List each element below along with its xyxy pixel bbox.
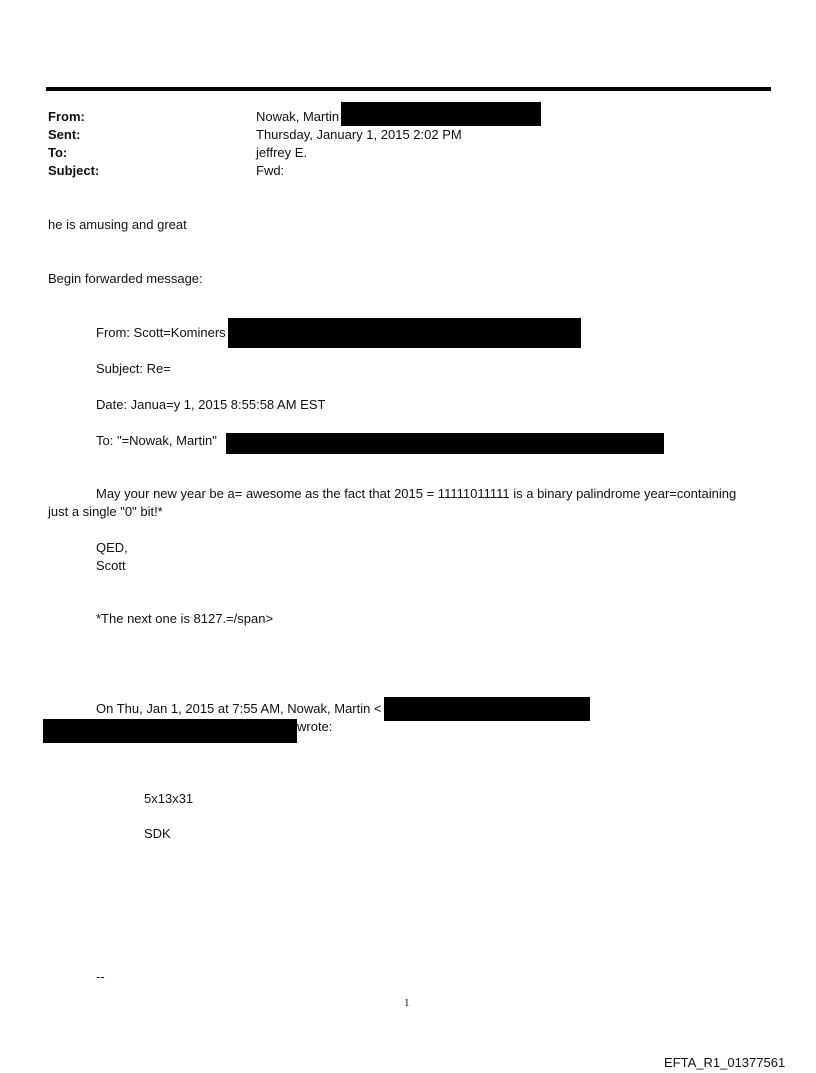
footnote: *The next one is 8127.=/span> <box>96 611 274 626</box>
forward-notice: Begin forwarded message: <box>48 271 203 286</box>
forwarded-from: From: Scott=Kominers <box>96 325 226 340</box>
from-value: Nowak, Martin <box>256 109 340 124</box>
message-line-2: just a single "0" bit!* <box>48 504 163 519</box>
from-label: From: <box>48 109 85 124</box>
subject-label: Subject: <box>48 163 100 178</box>
redaction-forwarded-from <box>228 318 581 348</box>
page-number: 1 <box>404 997 410 1009</box>
qed-text: QED, <box>96 540 128 555</box>
subject-value: Fwd: <box>256 163 285 178</box>
document-id-footer: EFTA_R1_01377561 <box>664 1055 786 1070</box>
quoted-wrote: wrote: <box>297 719 333 734</box>
to-label: To: <box>48 145 68 160</box>
redaction-quoted-email-1 <box>384 697 590 721</box>
intro-text: he is amusing and great <box>48 217 187 232</box>
redaction-forwarded-to <box>226 433 664 454</box>
redaction-quoted-email-2 <box>43 719 297 743</box>
quoted-attribution: On Thu, Jan 1, 2015 at 7:55 AM, Nowak, Martin < <box>96 701 382 716</box>
redaction-from-email <box>341 102 541 126</box>
forwarded-date: Date: Janua=y 1, 2015 8:55:58 AM EST <box>96 397 326 412</box>
message-line-1: May your new year be a= awesome as the fact that 2015 = 11111011111 is a binary palindrome year=containing <box>96 486 737 501</box>
quoted-factors: 5x13x31 <box>144 791 194 806</box>
quoted-dashes: -- <box>96 969 105 984</box>
quoted-sdk: SDK <box>144 826 171 841</box>
header-rule <box>46 87 771 91</box>
sent-label: Sent: <box>48 127 81 142</box>
sent-value: Thursday, January 1, 2015 2:02 PM <box>256 127 462 142</box>
forwarded-to: To: "=Nowak, Martin" <box>96 433 217 448</box>
to-value: jeffrey E. <box>256 145 308 160</box>
forwarded-subject: Subject: Re= <box>96 361 171 376</box>
signature: Scott <box>96 558 126 573</box>
